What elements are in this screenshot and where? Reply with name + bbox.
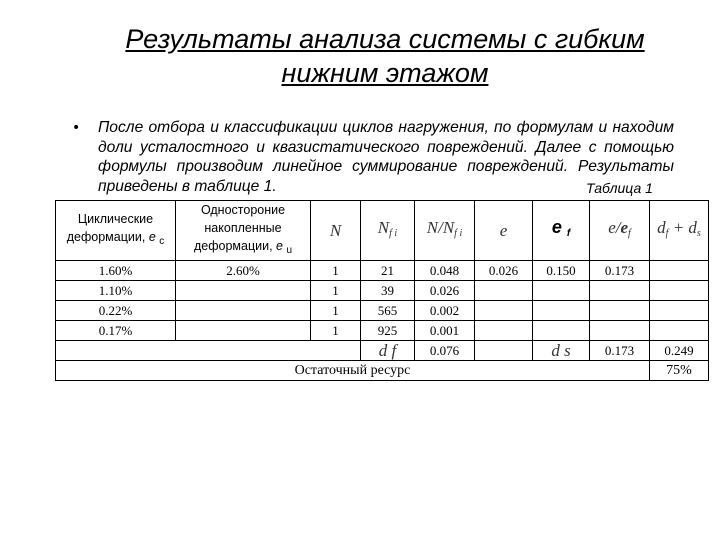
residual-label: Остаточный ресурс [56, 361, 650, 381]
cell-eu: 2.60% [176, 261, 311, 281]
cell-ratio: 0.002 [415, 301, 475, 321]
sum-row-blank [56, 341, 361, 361]
cell-ec: 0.17% [56, 321, 176, 341]
cell-ef [533, 281, 590, 301]
cell-eu [176, 281, 311, 301]
table-row [56, 281, 709, 301]
cell-ratio: 0.048 [415, 261, 475, 281]
residual-row [56, 361, 709, 381]
cell-ef: 0.150 [533, 261, 590, 281]
cell-ec: 1.60% [56, 261, 176, 281]
table-row [56, 321, 709, 341]
cell-n: 1 [311, 321, 361, 341]
cell-nf: 565 [361, 301, 415, 321]
results-table [55, 200, 709, 381]
df-value: 0.076 [415, 341, 475, 361]
table-header-row [56, 201, 709, 261]
cell-e [475, 321, 533, 341]
cell-nf: 39 [361, 281, 415, 301]
cell-e: 0.026 [475, 261, 533, 281]
cell-eef [590, 281, 650, 301]
table-caption: Таблица 1 [586, 180, 653, 196]
cell-sum [650, 321, 709, 341]
residual-value: 75% [650, 361, 709, 381]
cell-ef [533, 321, 590, 341]
cell-ec: 1.10% [56, 281, 176, 301]
header-n-over-nfi: $N/N_{f i}$ [415, 201, 475, 261]
cell-sum [650, 281, 709, 301]
cell-ratio: 0.001 [415, 321, 475, 341]
cell-nf: 21 [361, 261, 415, 281]
cell-n: 1 [311, 281, 361, 301]
ds-label: d s [533, 341, 590, 361]
header-e: e [475, 201, 533, 261]
sum-row [56, 341, 709, 361]
header-ef: e $_f$ [533, 201, 590, 261]
body-paragraph: После отбора и классификации циклов нагружения, по формулам и находим доли усталостного и квазистатического повреждений. Далее с помощью формулы производим линейное суммирование повреждений. Результаты приведены в таблице 1. [98, 119, 674, 195]
slide-title: Результаты анализа системы с гибким нижним этажом [125, 24, 645, 88]
cell-n: 1 [311, 261, 361, 281]
cell-ratio: 0.026 [415, 281, 475, 301]
cell-eu [176, 301, 311, 321]
cell-eef: 0.173 [590, 261, 650, 281]
header-nfi: $N_{f i}$ [361, 201, 415, 261]
table-row [56, 261, 709, 281]
cell-e [475, 301, 533, 321]
cell-sum [650, 261, 709, 281]
header-n: N [311, 201, 361, 261]
header-df-plus-ds: $d_f + d_s$ [650, 201, 709, 261]
cell-n: 1 [311, 301, 361, 321]
cell-eu [176, 321, 311, 341]
header-e-over-ef: $e/e_f$ [590, 201, 650, 261]
cell-eef [590, 321, 650, 341]
header-cyclic-deformations: Циклические деформации, e $_c$ [56, 201, 176, 261]
table-row [56, 301, 709, 321]
cell-ef [533, 301, 590, 321]
bullet-marker: • [72, 120, 81, 136]
cell-sum [650, 301, 709, 321]
ds-value: 0.173 [590, 341, 650, 361]
header-onesided-deformations: Одностороние накопленные деформации, e $_u$ [176, 201, 311, 261]
cell-eef [590, 301, 650, 321]
cell-nf: 925 [361, 321, 415, 341]
cell-e [475, 281, 533, 301]
cell-ec: 0.22% [56, 301, 176, 321]
df-label: d f [361, 341, 415, 361]
sum-row-blank-2 [475, 341, 533, 361]
total-damage-value: 0.249 [650, 341, 709, 361]
